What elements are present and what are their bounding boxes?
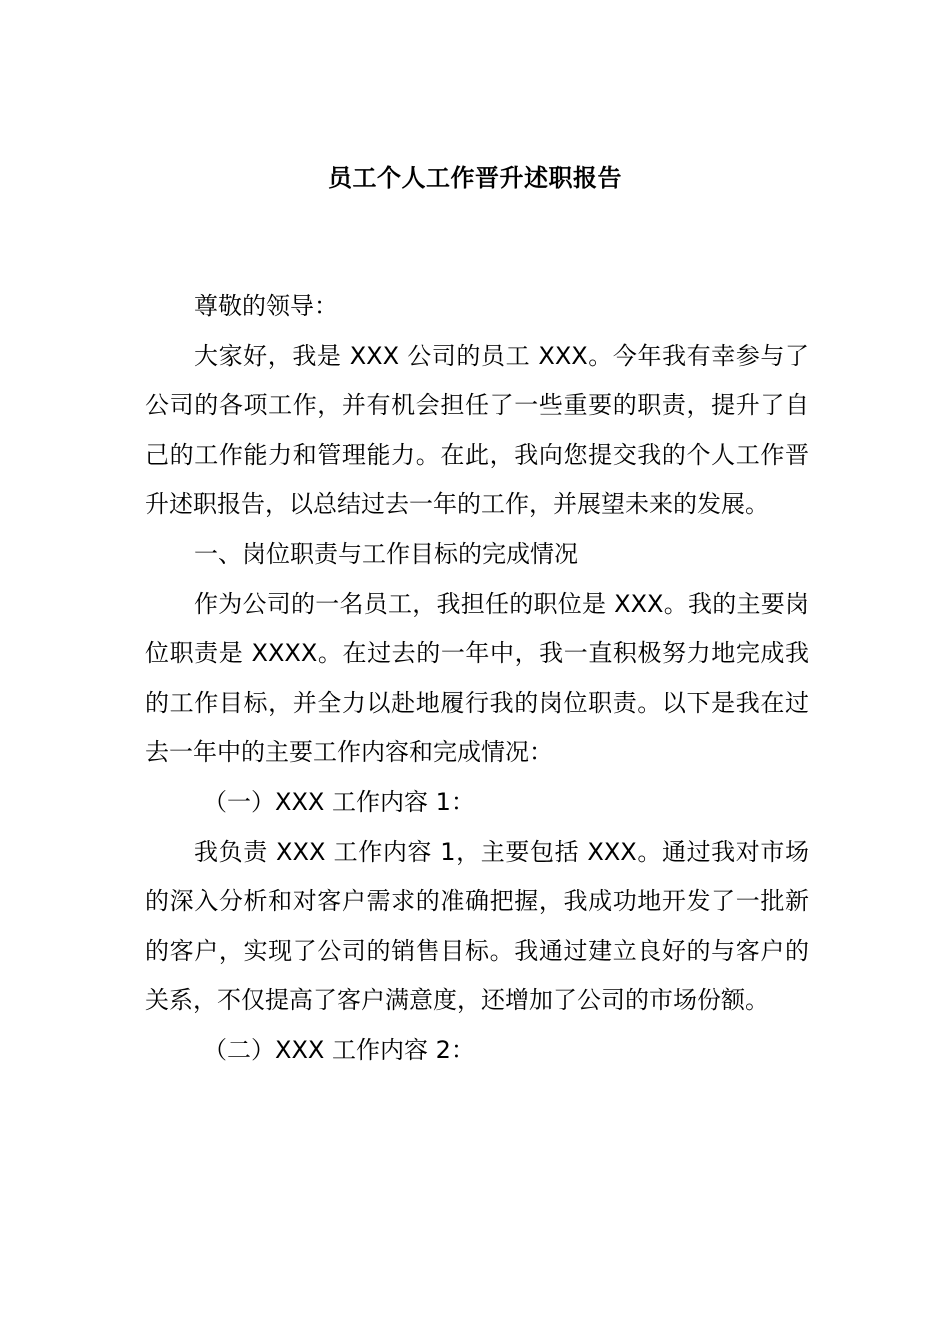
salutation: 尊敬的领导： <box>194 292 338 320</box>
intro-paragraph: 大家好，我是 XXX 公司的员工 XXX。今年我有幸参与了公司的各项工作，并有机会担任了一些重要的职责，提升了自己的工作能力和管理能力。在此，我向您提交我的个人工作晋升述职报告，以总结过去一年的工作，并展望未来的发展。 <box>145 341 809 519</box>
document-title: 员工个人工作晋升述职报告 <box>328 164 622 192</box>
document-body <box>145 282 809 1076</box>
subsection-heading-2: （二）XXX 工作内容 2： <box>203 1035 475 1064</box>
subsection-heading-1: （一）XXX 工作内容 1： <box>203 787 475 816</box>
section-heading: 一、岗位职责与工作目标的完成情况 <box>194 539 578 568</box>
subsection-paragraph-1: 我负责 XXX 工作内容 1，主要包括 XXX。通过我对市场的深入分析和对客户需求的准确把握，我成功地开发了一批新的客户，实现了公司的销售目标。我通过建立良好的与客户的关系，不仅提高了客户满意度，还增加了公司的市场份额。 <box>145 837 809 1015</box>
section-paragraph: 作为公司的一名员工，我担任的职位是 XXX。我的主要岗位职责是 XXXX。在过去的一年中，我一直积极努力地完成我的工作目标，并全力以赴地履行我的岗位职责。以下是我在过去一年中的主要工作内容和完成情况： <box>145 589 809 767</box>
